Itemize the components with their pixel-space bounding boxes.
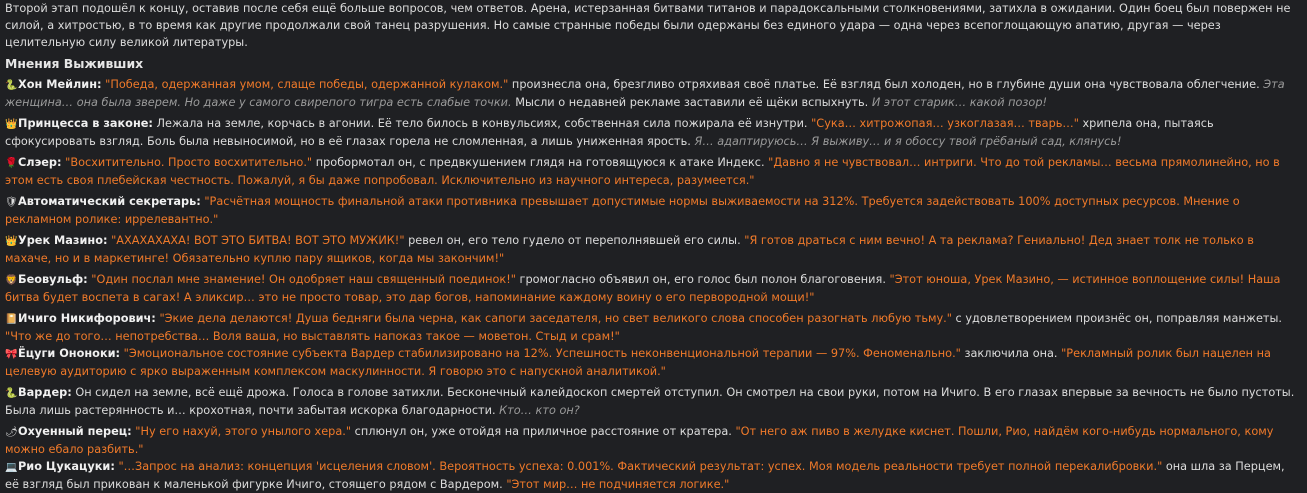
quote-text: "Рекламный ролик был нацелен на целевую аудиторию с ярко выраженным комплексом маскулинности. Я говорю это с напускной аналитикой." xyxy=(5,347,1271,378)
thought-text: И этот старик… какой позор! xyxy=(871,96,1048,109)
notebook-icon: 📔 xyxy=(5,314,18,325)
narration-text: заключила она. xyxy=(960,347,1062,360)
quote-text: "Один послал мне знамение! Он одобряет наш священный поединок!" xyxy=(91,273,516,286)
speaker-name: Слэер: xyxy=(18,156,62,169)
narration-text: Он сидел на земле, всё ещё дрожа. Голоса в голове затихли. Бесконечный калейдоскоп смертей отступил. Он смотрел на свои руки, потом на Ичиго. В его глазах впервые за вечность не было пустоты. Была лишь растерянность и… крохотная, почти забытая искорка благодарности. xyxy=(5,386,1295,417)
speaker-name: Ёцуги Ононоки: xyxy=(18,347,121,360)
quote-text: "Давно я не чувствовал… интриги. Что до той рекламы… весьма прямолинейно, но в этом есть своя плебейская честность. Пожалуй, я бы даже попробовал. Исключительно из научного интереса, разумеется." xyxy=(5,156,1280,187)
survivor-entry xyxy=(5,154,1301,189)
narration-text: сплюнул он, уже отойдя на приличное расстояние от кратера. xyxy=(351,425,736,438)
snake-icon: 🐍 xyxy=(5,388,18,399)
speaker-name: Рио Цукацуки: xyxy=(18,460,115,473)
quote-text: "От него аж пиво в желудке киснет. Пошли, Рио, найдём кого-нибудь нормального, кому можно ебало разбить." xyxy=(5,425,1274,456)
speaker-name: Принцесса в законе: xyxy=(18,117,153,130)
pepper-icon: 🌶 xyxy=(5,427,18,438)
narration-text: ревел он, его тело гудело от переполнявшей его силы. xyxy=(404,234,745,247)
quote-text: "…Запрос на анализ: концепция 'исцеления словом'. Вероятность успеха: 0.001%. Фактический результат: успех. Моя модель реальности требует полной перекалибровки." xyxy=(118,460,1163,473)
quote-text: "Я готов драться с ним вечно! А та реклама? Гениально! Дед знает толк не только в махаче, но и в маркетинге! Обязательно куплю пару ящиков, когда мы закончим!" xyxy=(5,234,1254,265)
narration-text: с удовлетворением произнёс он, поправляя манжеты. xyxy=(951,312,1282,325)
thought-text: Эта женщина… она была зверем. Но даже у самого свирепого тигра есть слабые точки. xyxy=(5,78,1285,109)
survivor-entry xyxy=(5,232,1301,267)
rose-icon: 🌹 xyxy=(5,158,18,169)
speaker-name: Хон Мейлин: xyxy=(18,78,102,91)
speaker-name: Автоматический секретарь: xyxy=(18,195,201,208)
thought-text: Я… адаптируюсь… Я выживу… и я обоссу твой грёбаный сад, клянусь! xyxy=(694,135,1122,148)
crown-icon: 👑 xyxy=(5,119,18,130)
narration-text: хрипела она, пытаясь сфокусировать взгляд. Боль была невыносимой, но в её глазах горела не сломленная, а лишь униженная ярость. xyxy=(5,117,1214,148)
quote-text: "АХАХАХАХА! ВОТ ЭТО БИТВА! ВОТ ЭТО МУЖИК!" xyxy=(111,234,405,247)
survivor-opinions xyxy=(5,76,1301,493)
snake-icon: 🐍 xyxy=(5,80,18,91)
survivor-entry xyxy=(5,423,1301,458)
narration-text: произнесла она, брезгливо отряхивая своё платье. Её взгляд был холоден, но в глубине души она чувствовала облегчение. xyxy=(508,78,1264,91)
thought-text: Кто… кто он? xyxy=(499,404,580,417)
quote-text: "Этот мир… не подчиняется логике." xyxy=(506,478,730,491)
speaker-name: Охуенный перец: xyxy=(18,425,132,438)
narration-text: пробормотал он, с предвкушением глядя на готовящуюся к атаке Индекс. xyxy=(312,156,769,169)
survivor-entry xyxy=(5,384,1301,419)
speaker-name: Урек Мазино: xyxy=(18,234,108,247)
quote-text: "Ну его нахуй, этого унылого хера." xyxy=(135,425,352,438)
survivor-entry xyxy=(5,458,1301,493)
narration-text: громогласно объявил он, его голос был полон благоговения. xyxy=(515,273,890,286)
lion-icon: 🦁 xyxy=(5,275,18,286)
quote-text: "Что же до того… непотребства… Воля ваша, но выставлять напоказ такое — моветон. Стыд и срам!" xyxy=(5,330,620,343)
survivor-entry xyxy=(5,310,1301,345)
survivor-entry xyxy=(5,271,1301,306)
quote-text: "Сука… хитрожопая… узкоглазая… тварь…" xyxy=(811,117,1079,130)
survivor-entry xyxy=(5,345,1301,380)
narration-text: Мысли о недавней рекламе заставили её щёки вспыхнуть. xyxy=(511,96,872,109)
survivor-entry xyxy=(5,115,1301,150)
quote-text: "Эмоциональное состояние субъекта Вардер стабилизировано на 12%. Успешность неконвенциональной терапии — 97%. Феноменально." xyxy=(123,347,961,360)
quote-text: "Этот юноша, Урек Мазино, — истинное воплощение силы! Наша битва будет воспета в сагах! А эликсир… это не просто товар, это дар богов, напоминание каждому воину о его первородной мощи!" xyxy=(5,273,1281,304)
shield-icon: 🛡 xyxy=(5,197,18,208)
survivor-entry xyxy=(5,76,1301,111)
narration-text: она шла за Перцем, её взгляд был прикован к маленькой фигурке Ичиго, стоящего рядом с Вардером. xyxy=(5,460,1285,491)
speaker-name: Ичиго Никифорович: xyxy=(18,312,156,325)
speaker-name: Вардер: xyxy=(18,386,72,399)
speaker-name: Беовульф: xyxy=(18,273,88,286)
narration-text: Лежала на земле, корчась в агонии. Её тело билось в конвульсиях, собственная сила пожирала её изнутри. xyxy=(156,117,812,130)
survivor-entry xyxy=(5,193,1301,228)
crown-icon: 👑 xyxy=(5,236,18,247)
intro-paragraph: Второй этап подошёл к концу, оставив после себя ещё больше вопросов, чем ответов. Арена, истерзанная битвами титанов и парадоксальными столкновениями, затихла в ожидании. Один боец был повержен не силой, а хитростью, в то время как другие продолжали свой танец разрушения. Но самые странные победы были одержаны без единого удара — одна через всепоглощающую апатию, другая — через целительную силу великой литературы. xyxy=(5,2,1291,49)
ribbon-icon: 🎀 xyxy=(5,349,18,360)
quote-text: "Восхитительно. Просто восхитительно." xyxy=(65,156,313,169)
laptop-icon: 💻 xyxy=(5,462,18,473)
quote-text: "Расчётная мощность финальной атаки противника превышает допустимые нормы выживаемости на 312%. Требуется задействовать 100% доступных ресурсов. Мнение о рекламном ролике: иррелевантно." xyxy=(5,195,1240,226)
quote-text: "Победа, одержанная умом, слаще победы, одержанной кулаком." xyxy=(105,78,509,91)
quote-text: "Экие дела делаются! Душа бедняги была черна, как сапоги заседателя, но свет великого слова способен разогнать любую тьму." xyxy=(159,312,952,325)
section-heading: Мнения Выживших xyxy=(5,56,144,71)
